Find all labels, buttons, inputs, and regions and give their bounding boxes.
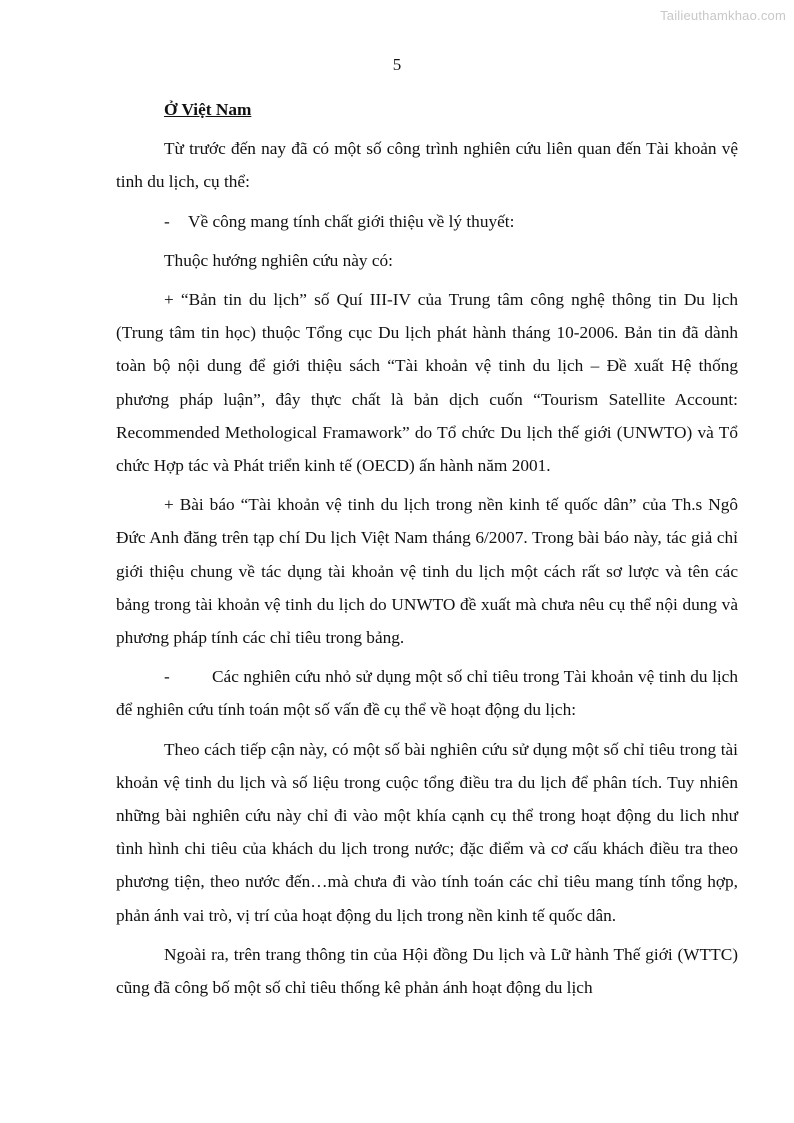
list-item-theory bbox=[116, 205, 738, 238]
paragraph-direction: Thuộc hướng nghiên cứu này có: bbox=[164, 250, 393, 270]
paragraph-article: + Bài báo “Tài khoản vệ tinh du lịch trong nền kinh tế quốc dân” của Th.s Ngô Đức Anh đăng trên tạp chí Du lịch Việt Nam tháng 6/2007. Trong bài báo này, tác giả chỉ giới thiệu chung về tác dụng tài khoản vệ tinh du lịch một cách rất sơ lược và tên các bảng trong tài khoản vệ tinh du lịch do UNWTO đề xuất mà chưa nêu cụ thể nội dung và phương pháp tính các chỉ tiêu trong bảng. bbox=[116, 495, 738, 648]
paragraph-bulletin: + “Bản tin du lịch” số Quí III-IV của Trung tâm công nghệ thông tin Du lịch (Trung tâm tin học) thuộc Tổng cục Du lịch phát hành tháng 10-2006. Bản tin đã dành toàn bộ nội dung để giới thiệu sách “Tài khoản vệ tinh du lịch – Đề xuất Hệ thống phương pháp luận”, đây thực chất là bản dịch cuốn “Tourism Satellite Account: Recommended Methological Framawork” do Tổ chức Du lịch thế giới (UNWTO) và Tổ chức Hợp tác và Phát triển kinh tế (OECD) ấn hành năm 2001. bbox=[116, 290, 738, 476]
list-item-small-studies bbox=[116, 660, 738, 726]
paragraph-intro: Từ trước đến nay đã có một số công trình nghiên cứu liên quan đến Tài khoản vệ tinh du lịch, cụ thể: bbox=[116, 139, 738, 192]
list-item-small-studies-text: Các nghiên cứu nhỏ sử dụng một số chỉ tiêu trong Tài khoản vệ tinh du lịch để nghiên cứu tính toán một số vấn đề cụ thể về hoạt động du lịch: bbox=[116, 667, 738, 720]
page-number: 5 bbox=[392, 55, 402, 74]
list-item-theory-text: Về công mang tính chất giới thiệu về lý thuyết: bbox=[188, 211, 515, 231]
dash-marker: - bbox=[164, 211, 170, 231]
paragraph-wttc: Ngoài ra, trên trang thông tin của Hội đồng Du lịch và Lữ hành Thế giới (WTTC) cũng đã công bố một số chỉ tiêu thống kê phản ánh hoạt động du lịch bbox=[116, 944, 738, 998]
paragraph-approach: Theo cách tiếp cận này, có một số bài nghiên cứu sử dụng một số chỉ tiêu trong tài khoản vệ tinh du lịch và số liệu trong cuộc tổng điều tra du lịch để phân tích. Tuy nhiên những bài nghiên cứu này chỉ đi vào một khía cạnh cụ thể trong hoạt động du lich như tình hình chi tiêu của khách du lịch trong nước; đặc điểm và cơ cấu khách điều tra theo phương tiện, theo nước đến…mà chưa đi vào tính toán các chỉ tiêu mang tính tổng hợp, phản ánh vai trò, vị trí của hoạt động du lịch trong nền kinh tế quốc dân. bbox=[116, 739, 738, 925]
watermark: Tailieuthamkhao.com bbox=[660, 8, 786, 23]
dash-marker: - bbox=[164, 667, 170, 687]
document-body bbox=[116, 93, 738, 1004]
section-heading: Ở Việt Nam bbox=[164, 100, 252, 119]
